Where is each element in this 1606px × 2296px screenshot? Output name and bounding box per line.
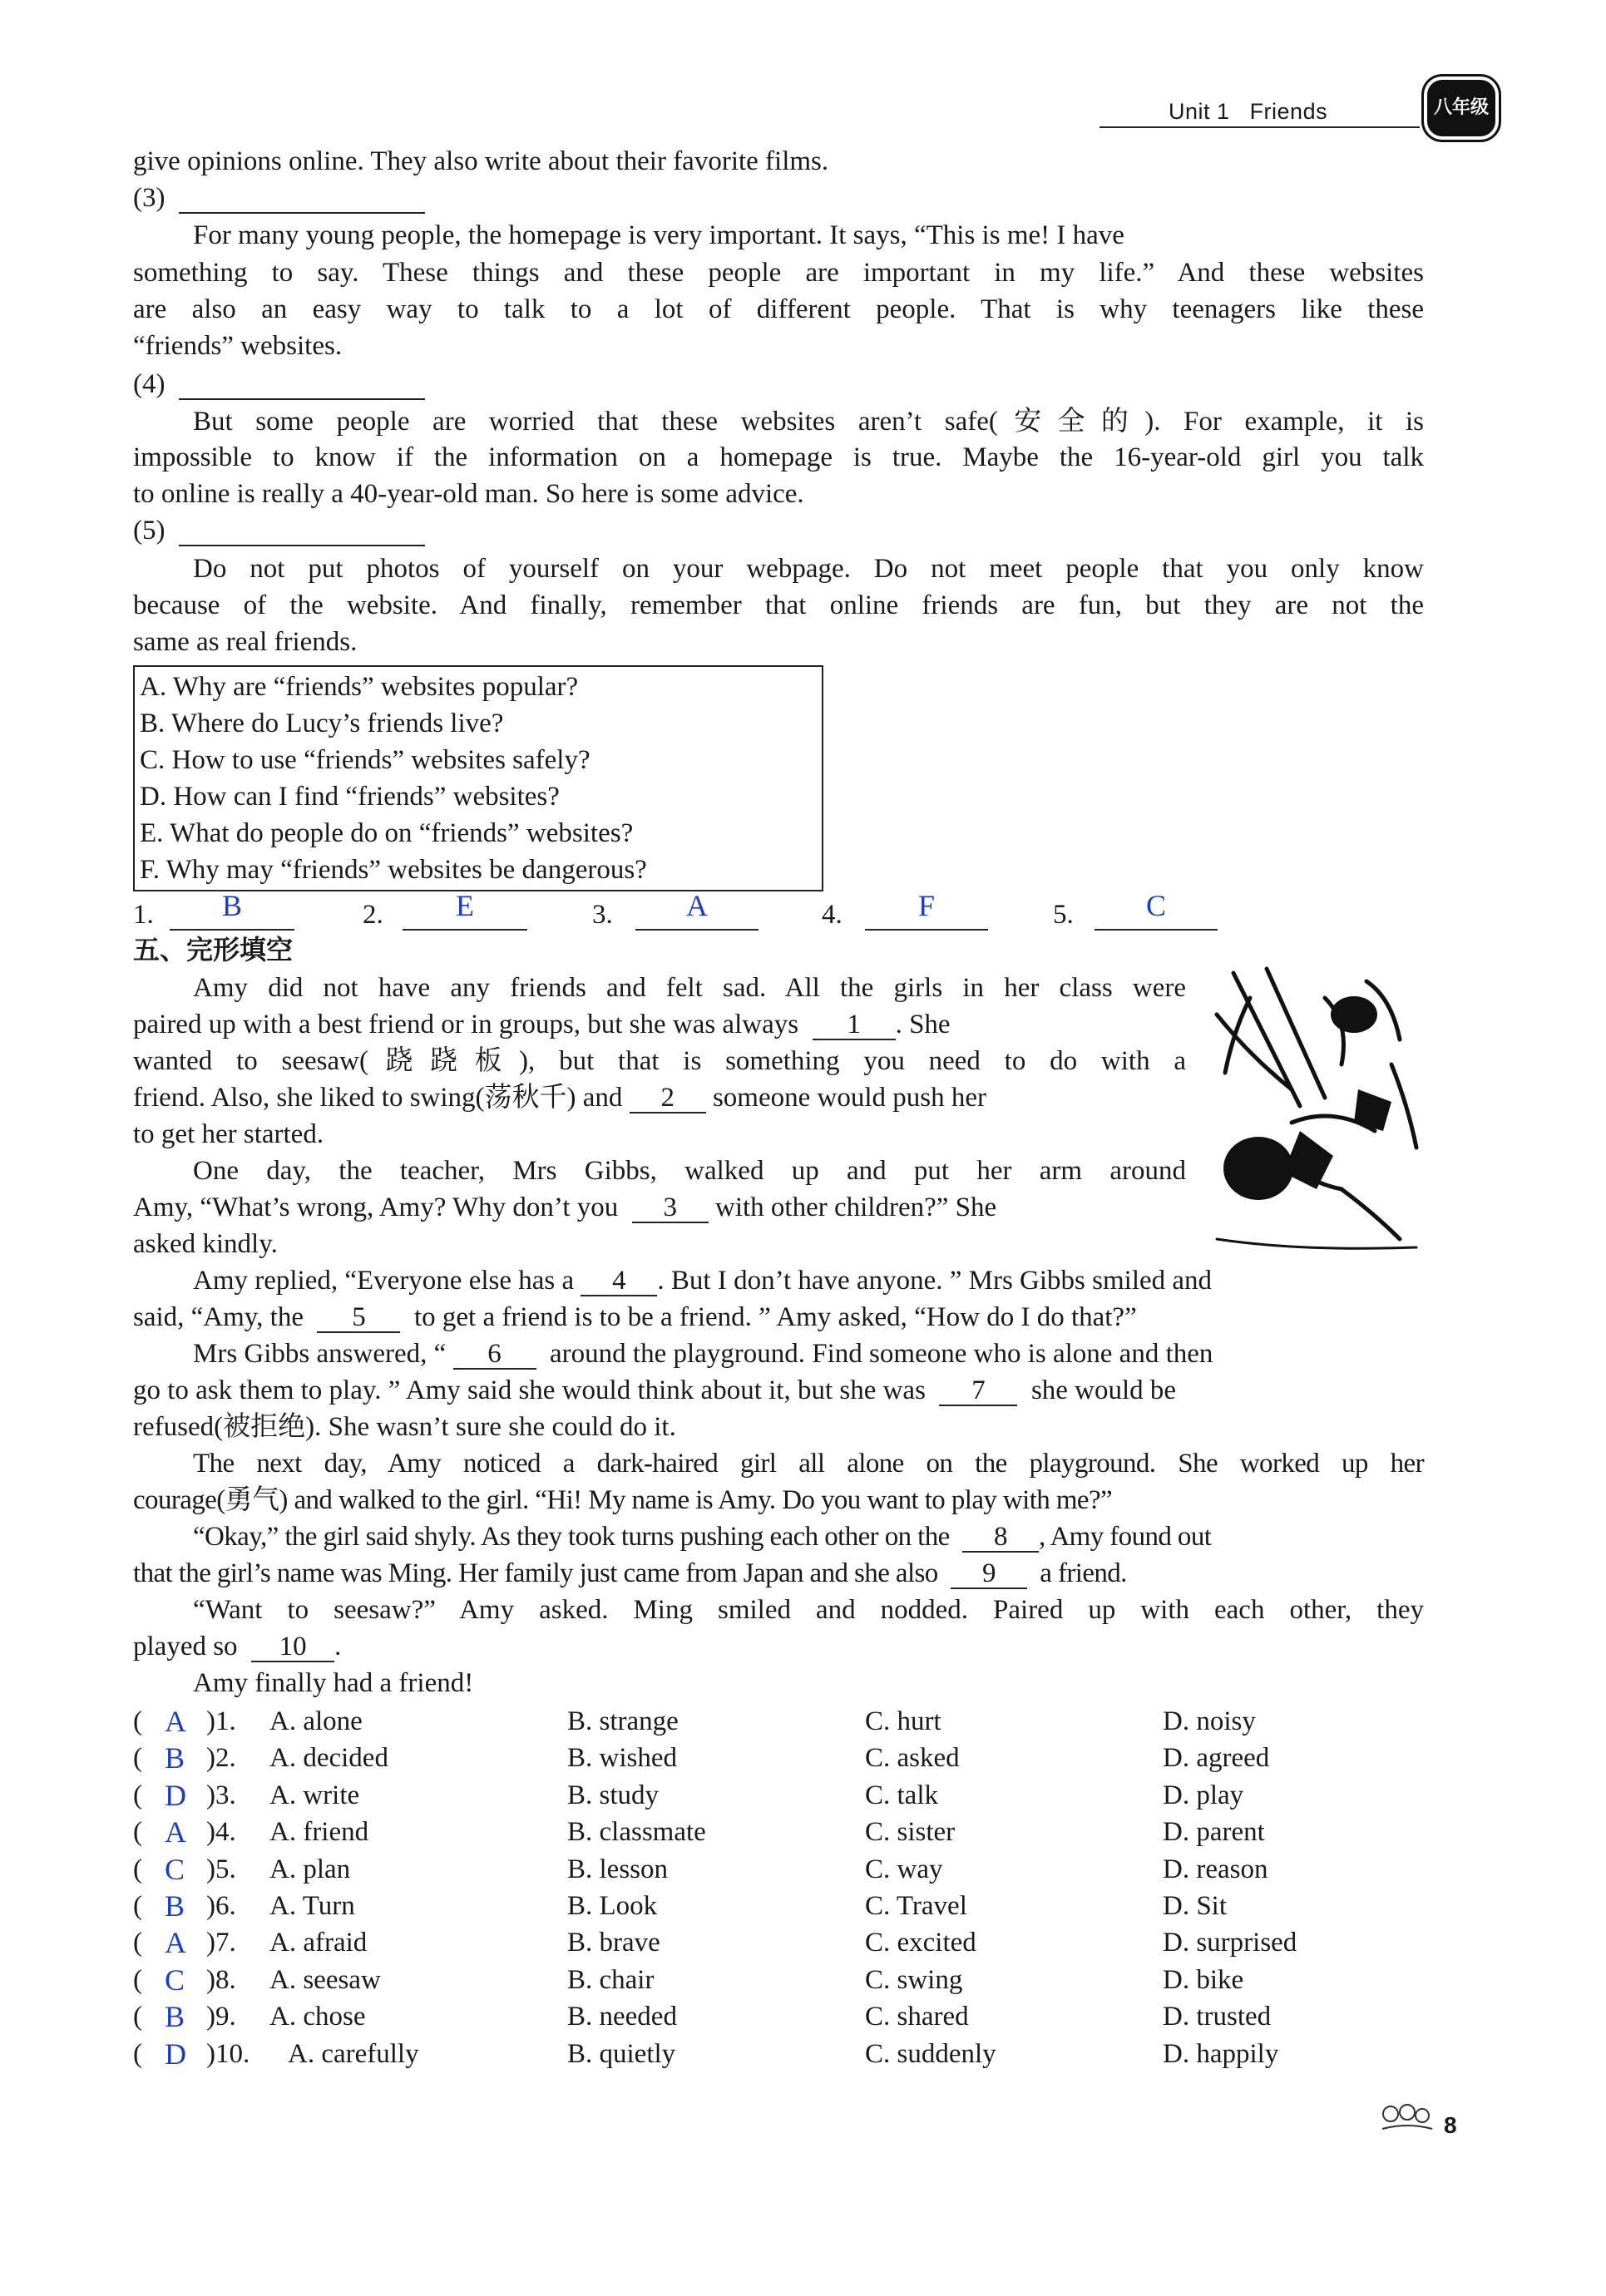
cloze-line (133, 1299, 1137, 1336)
mcq-number: )9. (206, 2002, 236, 2032)
mcq-option-d[interactable]: D. noisy (1163, 1706, 1256, 1736)
mcq-option-c[interactable]: C. way (865, 1854, 943, 1884)
answer-3-field[interactable] (635, 887, 759, 931)
cloze-text: said, “Amy, the (133, 1302, 304, 1332)
mcq-open-paren: ( (133, 1964, 142, 1995)
answer-5-number: 5. (1053, 900, 1074, 930)
mcq-open-paren: ( (133, 1817, 142, 1848)
cloze-line: Amy finally had a friend! (193, 1668, 474, 1698)
mcq-option-c[interactable]: C. swing (865, 1964, 963, 1995)
cloze-line (193, 1262, 1212, 1299)
mcq-answer-value: A (165, 1815, 186, 1849)
mcq-number: )3. (206, 1780, 236, 1810)
mcq-answer[interactable] (165, 1814, 186, 1852)
mcq-answer-value: B (165, 2000, 185, 2034)
cloze-text: paired up with a best friend or in groups, but she was always (133, 1010, 799, 1039)
answer-4-number: 4. (822, 900, 843, 930)
cloze-blank-10[interactable]: 10 (251, 1632, 334, 1662)
mcq-open-paren: ( (133, 1706, 142, 1736)
unit-number: Unit 1 (1169, 99, 1230, 124)
passage-line: Do not put photos of yourself on your webpage. Do not meet people that you only know (193, 554, 1424, 584)
cloze-line (133, 1372, 1176, 1409)
mcq-option-b[interactable]: B. quietly (567, 2038, 676, 2069)
answer-3-value: A (686, 889, 708, 922)
option-c: C. How to use “friends” websites safely? (140, 745, 591, 775)
cloze-line: refused(被拒绝). She wasn’t sure she could do it. (133, 1412, 676, 1442)
mcq-option-b[interactable]: B. wished (567, 1743, 677, 1774)
mascot-icon (1379, 2102, 1436, 2132)
cloze-line (133, 1189, 996, 1226)
mcq-option-c[interactable]: C. shared (865, 2002, 969, 2032)
mcq-answer[interactable] (165, 2036, 186, 2074)
cloze-blank-4[interactable]: 4 (581, 1267, 657, 1296)
mcq-open-paren: ( (133, 1854, 142, 1884)
passage-line: “friends” websites. (133, 331, 343, 361)
cloze-line: asked kindly. (133, 1229, 278, 1259)
cloze-blank-2[interactable]: 2 (630, 1084, 706, 1113)
cloze-text: Amy, “What’s wrong, Amy? Why don’t you (133, 1192, 619, 1222)
cloze-blank-7[interactable]: 7 (939, 1376, 1017, 1406)
mcq-answer-value: B (165, 1889, 185, 1923)
answer-2-field[interactable] (403, 887, 527, 931)
mcq-answer[interactable] (165, 1924, 186, 1963)
question-4-label: (4) (133, 369, 166, 399)
mcq-option-c[interactable]: C. asked (865, 1743, 960, 1774)
mcq-option-a[interactable]: A. write (269, 1780, 360, 1810)
mcq-option-c[interactable]: C. sister (865, 1817, 956, 1848)
cloze-blank-6[interactable]: 6 (453, 1340, 536, 1370)
mcq-option-b[interactable]: B. strange (567, 1706, 679, 1736)
question-3-label: (3) (133, 183, 166, 213)
cloze-text: that the girl’s name was Ming. Her family just came from Japan and she also (133, 1558, 938, 1588)
grade-badge (1424, 77, 1499, 140)
mcq-option-a[interactable]: A. carefully (288, 2038, 419, 2069)
mcq-answer[interactable] (165, 1888, 185, 1926)
mcq-number: )8. (206, 1964, 236, 1995)
mcq-option-b[interactable]: B. Look (567, 1891, 658, 1921)
passage-line: impossible to know if the information on a homepage is true. Maybe the 16-year-old girl you talk (133, 442, 1424, 472)
mcq-option-d[interactable]: D. surprised (1163, 1928, 1297, 1958)
cloze-line (193, 1518, 1211, 1555)
mcq-option-c[interactable]: C. talk (865, 1780, 938, 1810)
mcq-open-paren: ( (133, 1928, 142, 1958)
mcq-answer-value: A (165, 1926, 186, 1960)
answer-4-field[interactable] (865, 887, 988, 931)
child-head (1223, 1137, 1293, 1200)
mcq-answer[interactable] (165, 1777, 186, 1815)
mcq-answer[interactable] (165, 1962, 185, 2000)
cloze-text: “Okay,” the girl said shyly. As they took turns pushing each other on the (193, 1522, 950, 1552)
mcq-option-d[interactable]: D. bike (1163, 1964, 1244, 1995)
mcq-answer[interactable] (165, 1740, 185, 1778)
answer-3-number: 3. (592, 900, 613, 930)
mcq-number: )2. (206, 1743, 236, 1774)
mcq-option-d[interactable]: D. Sit (1163, 1891, 1228, 1921)
passage-line: because of the website. And finally, remember that online friends are fun, but they are not the (133, 590, 1424, 620)
mcq-option-a[interactable]: A. Turn (269, 1891, 355, 1921)
cloze-text: played so (133, 1632, 238, 1662)
cloze-text: around the playground. Find someone who is alone and then (550, 1339, 1213, 1369)
mcq-option-b[interactable]: B. needed (567, 2002, 677, 2032)
mcq-option-a[interactable]: A. chose (269, 2002, 366, 2032)
unit-title: Friends (1249, 99, 1328, 124)
mcq-option-a[interactable]: A. plan (269, 1854, 351, 1884)
section-title: 五、完形填空 (133, 934, 294, 965)
answer-1-value: B (221, 889, 242, 922)
question-5-row (133, 512, 425, 549)
swing-illustration (1200, 965, 1433, 1264)
cloze-text: . She (895, 1010, 951, 1039)
cloze-blank-1[interactable]: 1 (813, 1010, 896, 1040)
option-e: E. What do people do on “friends” websites? (140, 818, 634, 848)
question-3-blank[interactable] (179, 184, 425, 214)
cloze-text: . But I don’t have anyone. ” Mrs Gibbs smiled and (657, 1266, 1213, 1296)
cloze-blank-8[interactable]: 8 (962, 1523, 1039, 1553)
mcq-open-paren: ( (133, 2002, 142, 2032)
options-box (133, 665, 823, 891)
cloze-text: . (334, 1632, 342, 1662)
mcq-number: )4. (206, 1817, 236, 1848)
mcq-option-d[interactable]: D. reason (1163, 1854, 1268, 1884)
answer-5-value: C (1145, 889, 1166, 922)
mcq-number: )6. (206, 1891, 236, 1921)
answer-2-value: E (456, 889, 474, 922)
mcq-answer[interactable] (165, 1703, 186, 1741)
cloze-line: Amy did not have any friends and felt sad. All the girls in her class were (193, 973, 1186, 1003)
mcq-open-paren: ( (133, 1743, 142, 1774)
answer-5-field[interactable] (1095, 887, 1218, 931)
mcq-option-d[interactable]: D. happily (1163, 2038, 1279, 2069)
mcq-option-d[interactable]: D. trusted (1163, 2002, 1272, 2032)
mcq-number: )1. (206, 1706, 236, 1736)
answer-4-value: F (917, 889, 936, 922)
cloze-text: someone would push her (712, 1083, 986, 1113)
cloze-line: One day, the teacher, Mrs Gibbs, walked up and put her arm around (193, 1156, 1186, 1186)
mcq-answer[interactable] (165, 1851, 185, 1889)
question-3-row (133, 180, 425, 216)
answer-1-number: 1. (133, 900, 154, 930)
unit-label (1169, 93, 1327, 130)
cloze-blank-9[interactable]: 9 (951, 1559, 1027, 1589)
cloze-line: to get her started. (133, 1119, 324, 1149)
passage-line: But some people are worried that these websites aren’t safe(安全的). For example, it is (193, 407, 1424, 437)
mcq-open-paren: ( (133, 2038, 142, 2069)
cloze-line (133, 1555, 1127, 1592)
cloze-text: , Amy found out (1038, 1522, 1212, 1552)
mcq-option-c[interactable]: C. suddenly (865, 2038, 996, 2069)
passage-line: to online is really a 40-year-old man. So here is some advice. (133, 479, 804, 509)
cloze-line (133, 1079, 986, 1116)
mcq-option-b[interactable]: B. classmate (567, 1817, 706, 1848)
cloze-blank-3[interactable]: 3 (632, 1193, 709, 1223)
mcq-option-d[interactable]: D. play (1163, 1780, 1244, 1810)
mcq-open-paren: ( (133, 1891, 142, 1921)
mcq-open-paren: ( (133, 1780, 142, 1810)
mcq-answer-value: B (165, 1741, 185, 1775)
page-number: 8 (1444, 2112, 1457, 2138)
mcq-option-c[interactable]: C. excited (865, 1928, 976, 1958)
cloze-line (193, 1336, 1213, 1372)
cloze-text: go to ask them to play. ” Amy said she would think about it, but she was (133, 1375, 926, 1405)
mcq-option-b[interactable]: B. study (567, 1780, 660, 1810)
mcq-option-a[interactable]: A. alone (269, 1706, 363, 1736)
option-d: D. How can I find “friends” websites? (140, 782, 560, 812)
child-head (1331, 996, 1377, 1033)
cloze-line (133, 1006, 951, 1043)
header-rule (1099, 126, 1420, 128)
passage-text: For many young people, the homepage is very important. It says, “This is me! I have (193, 220, 1124, 250)
cloze-line: courage(勇气) and walked to the girl. “Hi! My name is Amy. Do you want to play with me?” (133, 1485, 1113, 1515)
cloze-text: with other children?” She (715, 1192, 997, 1222)
passage-line: something to say. These things and these people are important in my life.” And these websites (133, 258, 1424, 288)
cloze-text: Mrs Gibbs answered, “ (193, 1339, 447, 1369)
passage-line: same as real friends. (133, 627, 358, 657)
passage-line (193, 217, 1424, 254)
cloze-line: “Want to seesaw?” Amy asked. Ming smiled and nodded. Paired up with each other, they (193, 1595, 1424, 1625)
mcq-option-d[interactable]: D. parent (1163, 1817, 1265, 1848)
option-b: B. Where do Lucy’s friends live? (140, 709, 504, 738)
question-4-row (133, 366, 425, 402)
mcq-number: )7. (206, 1928, 236, 1958)
cloze-text: to get a friend is to be a friend. ” Amy asked, “How do I do that?” (413, 1302, 1137, 1332)
cloze-line (133, 1628, 341, 1665)
question-4-blank[interactable] (179, 370, 425, 400)
mcq-option-b[interactable]: B. brave (567, 1928, 660, 1958)
mcq-number: )10. (206, 2038, 250, 2069)
option-a: A. Why are “friends” websites popular? (140, 672, 579, 702)
mcq-option-a[interactable]: A. seesaw (269, 1964, 381, 1995)
mcq-option-b[interactable]: B. chair (567, 1964, 655, 1995)
mcq-option-c[interactable]: C. Travel (865, 1891, 967, 1921)
mcq-answer-value: C (165, 1963, 185, 1997)
passage-line: are also an easy way to talk to a lot of different people. That is why teenagers like these (133, 294, 1424, 324)
mcq-option-a[interactable]: A. afraid (269, 1928, 368, 1958)
cloze-text: friend. Also, she liked to swing(荡秋千) and (133, 1083, 623, 1113)
mcq-option-a[interactable]: A. decided (269, 1743, 388, 1774)
option-f: F. Why may “friends” websites be dangerous? (140, 855, 647, 885)
answer-2-number: 2. (363, 900, 383, 930)
cloze-blank-5[interactable]: 5 (317, 1303, 400, 1333)
mcq-answer-value: C (165, 1852, 185, 1886)
answer-1-field[interactable] (170, 887, 294, 931)
mcq-answer-value: A (165, 1705, 186, 1738)
passage-line: give opinions online. They also write about their favorite films. (133, 146, 829, 176)
cloze-text: a friend. (1040, 1558, 1127, 1588)
mcq-number: )5. (206, 1854, 236, 1884)
mcq-option-b[interactable]: B. lesson (567, 1854, 669, 1884)
cloze-line: wanted to seesaw(跷跷板), but that is something you need to do with a (133, 1046, 1186, 1076)
cloze-text: Amy replied, “Everyone else has a (193, 1266, 575, 1296)
mcq-answer-value: D (165, 2037, 186, 2071)
cloze-text: she would be (1030, 1375, 1177, 1405)
cloze-line: The next day, Amy noticed a dark-haired girl all alone on the playground. She worked up her (193, 1449, 1424, 1479)
grade-badge-label: 八年级 (1433, 97, 1489, 118)
mcq-option-d[interactable]: D. agreed (1163, 1743, 1270, 1774)
mcq-option-a[interactable]: A. friend (269, 1817, 369, 1848)
mcq-answer[interactable] (165, 1998, 185, 2037)
mcq-answer-value: D (165, 1778, 186, 1812)
question-5-label: (5) (133, 516, 166, 546)
question-5-blank[interactable] (179, 516, 425, 546)
mcq-option-c[interactable]: C. hurt (865, 1706, 941, 1736)
